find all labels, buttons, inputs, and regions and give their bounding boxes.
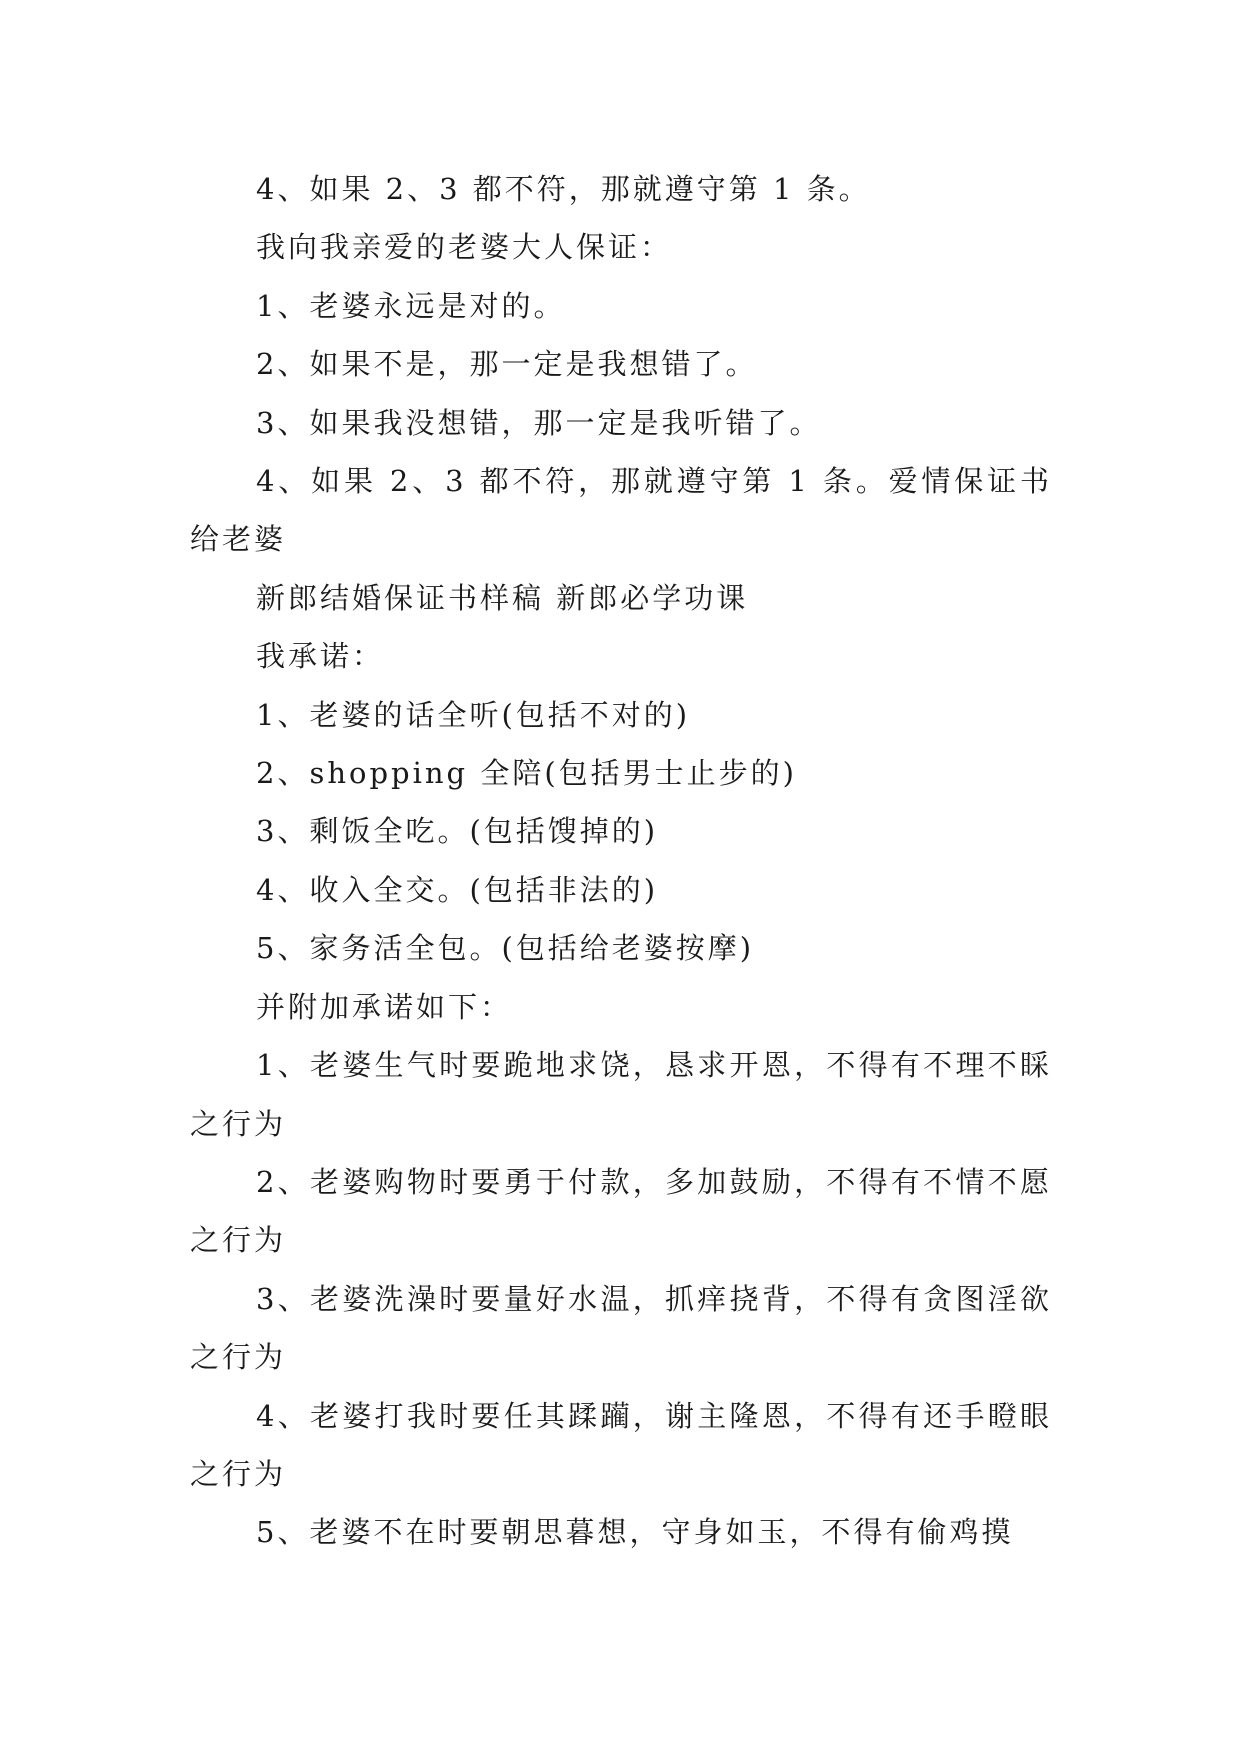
paragraph: 我向我亲爱的老婆大人保证： bbox=[256, 230, 673, 265]
paragraph: 4、老婆打我时要任其蹂躏，谢主隆恩，不得有还手瞪眼之行为 bbox=[190, 1398, 1052, 1491]
paragraph: 5、家务活全包。(包括给老婆按摩) bbox=[256, 931, 755, 966]
paragraph: 3、如果我没想错，那一定是我听错了。 bbox=[256, 405, 822, 440]
paragraph: 新郎结婚保证书样稿 新郎必学功课 bbox=[256, 580, 749, 615]
paragraph: 1、老婆永远是对的。 bbox=[256, 288, 566, 323]
paragraph: 3、老婆洗澡时要量好水温，抓痒挠背，不得有贪图淫欲之行为 bbox=[190, 1281, 1052, 1375]
paragraph: 5、老婆不在时要朝思暮想，守身如玉，不得有偷鸡摸 bbox=[256, 1515, 1014, 1550]
paragraph: 1、老婆生气时要跪地求饶，恳求开恩，不得有不理不睬之行为 bbox=[190, 1048, 1052, 1141]
paragraph: 2、shopping 全陪(包括男士止步的) bbox=[256, 756, 797, 791]
paragraph: 4、如果 2、3 都不符，那就遵守第 1 条。 bbox=[256, 172, 871, 206]
document-body bbox=[190, 160, 1052, 1562]
paragraph: 3、剩饭全吃。(包括馊掉的) bbox=[256, 814, 659, 849]
paragraph: 4、如果 2、3 都不符，那就遵守第 1 条。爱情保证书给老婆 bbox=[190, 464, 1052, 557]
paragraph: 1、老婆的话全听(包括不对的) bbox=[256, 697, 691, 732]
paragraph: 并附加承诺如下： bbox=[256, 989, 513, 1024]
paragraph: 4、收入全交。(包括非法的) bbox=[256, 872, 659, 907]
paragraph: 我承诺： bbox=[256, 639, 385, 674]
paragraph: 2、如果不是，那一定是我想错了。 bbox=[256, 347, 758, 382]
paragraph: 2、老婆购物时要勇于付款，多加鼓励，不得有不情不愿之行为 bbox=[190, 1164, 1052, 1258]
